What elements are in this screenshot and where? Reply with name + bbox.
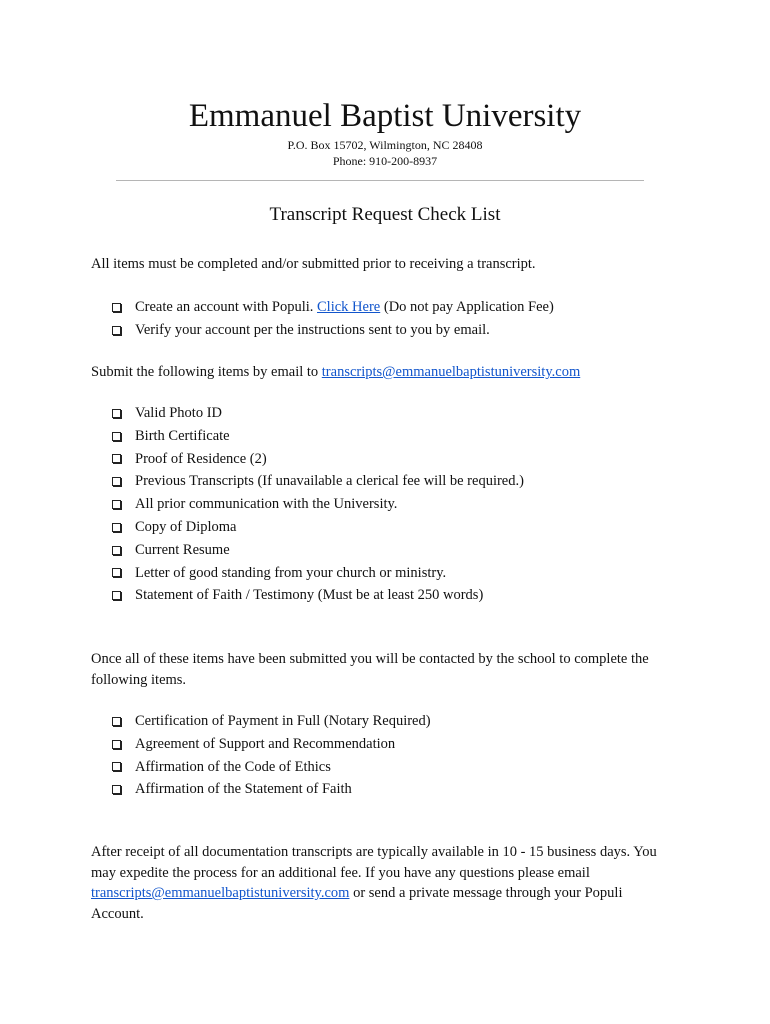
checkbox-icon[interactable] [112, 762, 121, 771]
checkbox-icon[interactable] [112, 432, 121, 441]
checkbox-icon[interactable] [112, 500, 121, 509]
list-item [112, 539, 524, 562]
list-item [112, 448, 524, 471]
checkbox-icon[interactable] [112, 477, 121, 486]
closing-email-link[interactable]: transcripts@emmanuelbaptistuniversity.com [91, 885, 350, 901]
populi-click-here-link[interactable]: Click Here [317, 299, 381, 315]
checkbox-icon[interactable] [112, 523, 121, 532]
transcripts-email-link[interactable]: transcripts@emmanuelbaptistuniversity.com [321, 364, 581, 380]
submit-checklist [112, 402, 524, 607]
checkbox-icon[interactable] [112, 591, 121, 600]
item-text: Affirmation of the Code of Ethics [135, 758, 331, 775]
list-item [112, 733, 431, 756]
list-item [112, 562, 524, 585]
item-text: Affirmation of the Statement of Faith [135, 781, 352, 798]
intro-paragraph: All items must be completed and/or submitted prior to receiving a transcript. [91, 256, 536, 272]
university-title: Emmanuel Baptist University [188, 98, 582, 134]
checkbox-icon[interactable] [112, 546, 121, 555]
list-item [112, 470, 524, 493]
item-text: Verify your account per the instructions sent to you by email. [135, 321, 490, 338]
list-item [112, 778, 431, 801]
university-phone: Phone: 910-200-8937 [332, 154, 438, 168]
item-text: Proof of Residence (2) [135, 450, 267, 467]
list-item [112, 402, 524, 425]
university-address: P.O. Box 15702, Wilmington, NC 28408 [287, 138, 483, 152]
item-text: Statement of Faith / Testimony (Must be at least 250 words) [135, 587, 484, 604]
item-text: Copy of Diploma [135, 518, 237, 535]
item-text: All prior communication with the University. [135, 496, 398, 513]
item-text: Valid Photo ID [135, 405, 222, 421]
item-text: Birth Certificate [135, 427, 230, 444]
list-item [112, 425, 524, 448]
account-checklist [112, 296, 554, 342]
checkbox-icon[interactable] [112, 717, 121, 726]
closing-paragraph: After receipt of all documentation transcripts are typically available in 10 - 15 business days. You may expedite the process for an additional fee. If you have any questions please email transcripts@emmanuelbaptistuniversity.com or send a private message through your Populi Account. [91, 844, 657, 922]
list-item [112, 710, 431, 733]
item-text: Letter of good standing from your church or ministry. [135, 564, 447, 581]
header-divider [116, 180, 644, 181]
document-title: Transcript Request Check List [269, 204, 501, 225]
list-item [112, 319, 554, 342]
followup-checklist [112, 710, 431, 801]
followup-paragraph: Once all of these items have been submitted you will be contacted by the school to complete the following items. [91, 651, 649, 688]
list-item [112, 584, 524, 607]
item-text: Current Resume [135, 541, 230, 558]
checkbox-icon[interactable] [112, 454, 121, 463]
item-text: Agreement of Support and Recommendation [135, 735, 396, 752]
checkbox-icon[interactable] [112, 785, 121, 794]
item-text: Create an account with Populi. Click Here (Do not pay Application Fee) [135, 299, 554, 315]
checkbox-icon[interactable] [112, 740, 121, 749]
list-item [112, 493, 524, 516]
list-item [112, 756, 431, 779]
checkbox-icon[interactable] [112, 409, 121, 418]
list-item [112, 296, 554, 319]
item-text: Previous Transcripts (If unavailable a clerical fee will be required.) [135, 473, 524, 490]
checkbox-icon[interactable] [112, 568, 121, 577]
checkbox-icon[interactable] [112, 326, 121, 335]
checkbox-icon[interactable] [112, 303, 121, 312]
item-text: Certification of Payment in Full (Notary Required) [135, 713, 431, 729]
list-item [112, 516, 524, 539]
submit-paragraph: Submit the following items by email to transcripts@emmanuelbaptistuniversity.com [91, 364, 581, 380]
